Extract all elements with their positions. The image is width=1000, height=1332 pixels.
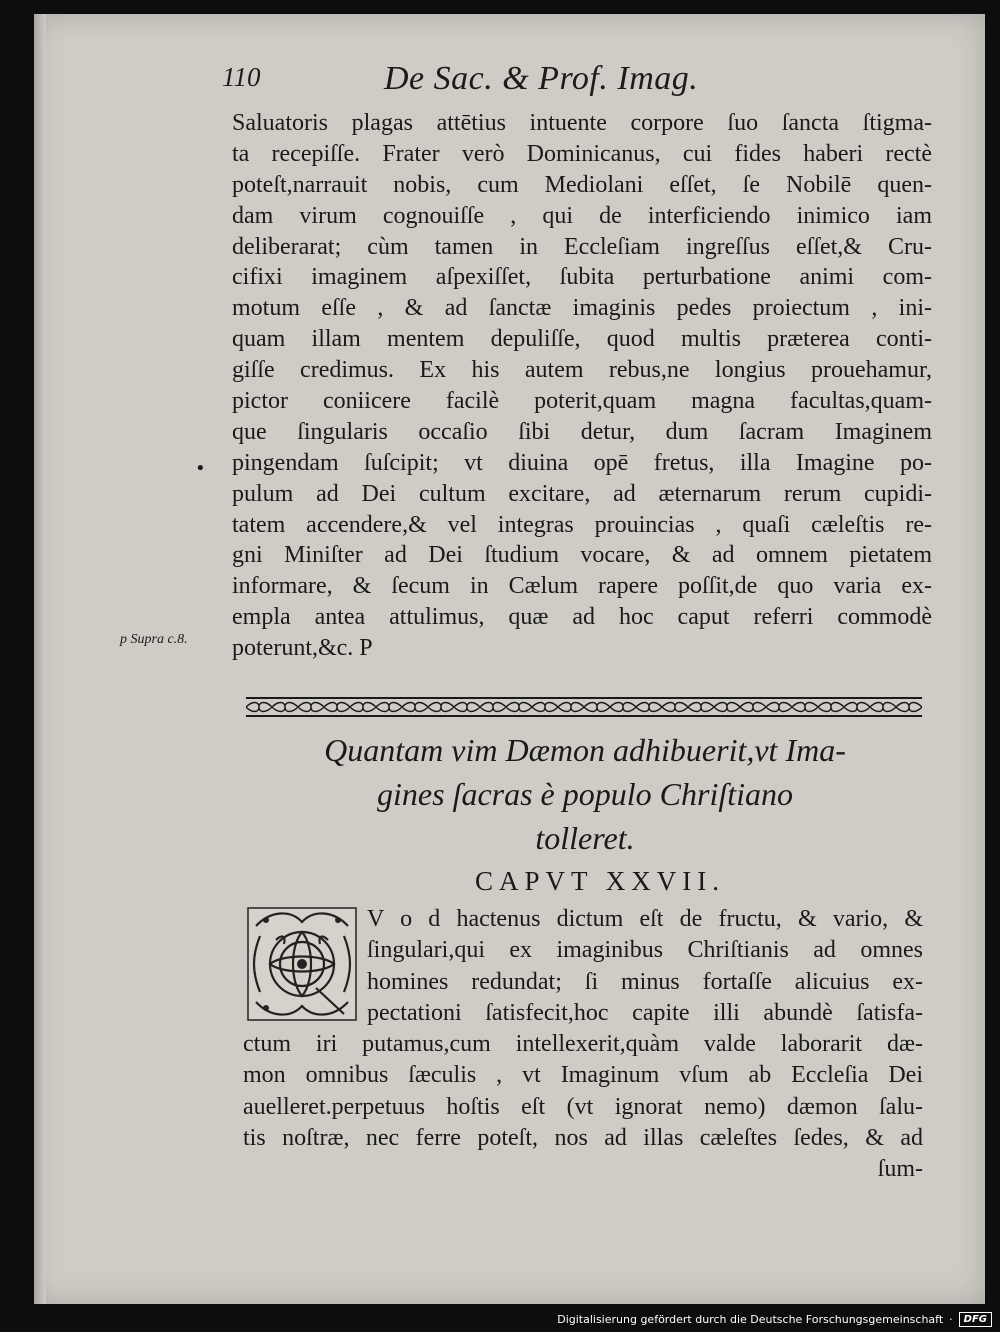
page-number: 110 [222, 62, 261, 92]
text-line: poteſt,narrauit nobis, cum Mediolani eſſet, ſe Nobilē quen- [232, 171, 932, 198]
chapter-text [243, 904, 923, 1186]
text-line: empla antea attulimus, quæ ad hoc caput referri commodè [232, 604, 932, 631]
ornamental-rule [246, 696, 922, 718]
chapter-number: CAPVT XXVII. [474, 866, 725, 896]
text-line: que ſingularis occaſio ſibi detur, dum ſacram Imaginem [232, 418, 932, 445]
margin-note: p Supra c.8. [120, 632, 188, 647]
text-line: pingendam ſuſcipit; vt diuina opē fretus, illa Imagine po- [232, 449, 932, 476]
text-line: ſingulari,qui ex imaginibus Chriſtianis ad omnes [367, 937, 923, 964]
text-line: V o d hactenus dictum eſt de fructu, & vario, & [367, 906, 923, 932]
text-line: ctum iri putamus,cum intellexerit,quàm valde laborarit dæ- [243, 1031, 923, 1058]
footer-credit: Digitalisierung gefördert durch die Deutsche Forschungsgemeinschaft [557, 1312, 944, 1326]
running-header [222, 60, 742, 102]
text-line: tatem accendere,& vel integras prouincias , quaſi cæleſtis re- [232, 511, 932, 538]
text-line: pulum ad Dei cultum excitare, ad æternarum rerum cupidi- [232, 480, 932, 507]
text-line: gni Miniſter ad Dei ſtudium vocare, & ad omnem pietatem [232, 542, 932, 569]
text-line: quam illam mentem depuliſſe, quod multis præterea conti- [232, 326, 932, 353]
text-line: poterunt,&c. P [232, 635, 373, 662]
digitization-footer [557, 1309, 992, 1329]
text-line: cifixi imaginem aſpexiſſet, ſubita perturbatione animi com- [232, 264, 932, 291]
text-line: pectationi ſatisfecit,hoc capite illi abundè ſatisfa- [367, 999, 923, 1026]
text-line: mon omnibus ſæculis , vt Imaginum vſum ab Eccleſia Dei [243, 1062, 923, 1089]
heading-line: tolleret. [535, 820, 635, 856]
text-line: Saluatoris plagas attētius intuente corpore ſuo ſancta ſtigma- [232, 110, 932, 136]
text-line: deliberarat; cùm tamen in Eccleſiam ingreſſus eſſet,& Cru- [232, 233, 932, 260]
footer-separator: · [949, 1312, 953, 1326]
page-gutter-shadow [34, 14, 46, 1304]
text-line: homines redundat; ſi minus fortaſſe alicuius ex- [367, 968, 923, 995]
text-line: tis noſtræ, nec ferre poteſt, nos ad illas cæleſtes ſedes, & ad [243, 1125, 923, 1152]
text-line: ta recepiſſe. Frater verò Dominicanus, cui fides haberi rectè [232, 140, 932, 167]
text-line: dam virum cognouiſſe , qui de interficiendo inimico iam [232, 202, 932, 229]
text-line: ſum- [877, 1156, 923, 1183]
chapter-heading [250, 728, 920, 860]
text-line: pictor coniicere facilè poterit,quam magna facultas,quam- [232, 388, 932, 415]
heading-line: Quantam vim Dæmon adhibuerit,vt Ima- [324, 732, 846, 768]
text-line: auelleret.perpetuus hoſtis eſt (vt ignorat nemo) dæmon ſalu- [243, 1093, 923, 1120]
dfg-logo-icon: DFG [959, 1312, 992, 1327]
text-line: informare, & ſecum in Cælum rapere poſſit,de quo varia ex- [232, 573, 932, 600]
running-title: De Sac. & Prof. Imag. [384, 60, 699, 97]
heading-line: gines ſacras è populo Chriſtiano [377, 776, 793, 812]
margin-mark: • [195, 458, 206, 479]
text-line: giſſe credimus. Ex his autem rebus,ne longius prouehamur, [232, 357, 932, 384]
body-text [232, 108, 932, 664]
text-line: motum eſſe , & ad ſanctæ imaginis pedes proiectum , ini- [232, 295, 932, 322]
